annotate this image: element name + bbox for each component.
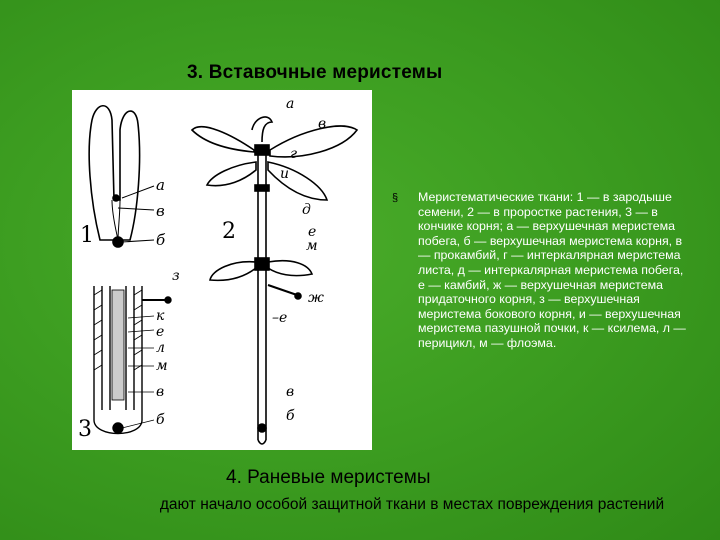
figure-2-label-m: м bbox=[306, 238, 318, 254]
figure-caption: Меристематические ткани: 1 — в зародыше семени, 2 — в проростке растения, 3 — в кончике корня; а — верхушечная меристема побега, б — верхушечная меристема корня, в — прокамбий, г — интеркалярная меристема листа, д — интеркалярная меристема побега, е — камбий, ж — верхушечная меристема придаточного корня, з — верхушечная меристема бокового корня, и — верхушечная меристема пазушной почки, к — ксилема, л — перицикл, м — флоэма. bbox=[418, 190, 686, 350]
figure-3-label-l: л bbox=[156, 340, 165, 356]
figure-2-label-e-lower: –е bbox=[272, 310, 288, 326]
meristem-illustration bbox=[72, 90, 372, 450]
figure-2-label-b: б bbox=[286, 408, 295, 424]
figure-2-label-g: г bbox=[290, 146, 298, 162]
figure-2-label-e: е bbox=[308, 224, 317, 240]
figure-3-label-m: м bbox=[156, 358, 168, 374]
bullet-marker: § bbox=[392, 192, 399, 204]
slide-title: 3. Вставочные меристемы bbox=[187, 62, 443, 83]
figure-2-label-d: д bbox=[302, 202, 311, 218]
figure-2-label-i: и bbox=[280, 166, 290, 182]
figure-3-label-b: б bbox=[156, 412, 165, 428]
figure-2-label-a: а bbox=[286, 96, 295, 112]
figure-2-seedling bbox=[192, 117, 357, 444]
figure-3-number: 3 bbox=[78, 417, 92, 442]
figure-1-embryo bbox=[89, 106, 154, 247]
section-body-text: дают начало особой защитной ткани в местах повреждения растений bbox=[159, 496, 665, 513]
figure-2-number: 2 bbox=[222, 219, 236, 244]
section-subtitle: 4. Раневые меристемы bbox=[226, 467, 431, 488]
figure-3-label-v: в bbox=[156, 384, 165, 400]
figure-3-label-z: з bbox=[172, 268, 180, 284]
figure-2-label-v: в bbox=[318, 116, 327, 132]
figure-2-label-zh: ж bbox=[308, 290, 324, 306]
figure-1-label-a: а bbox=[156, 176, 165, 194]
figure-3-label-e: е bbox=[156, 324, 165, 340]
figure-3-label-k: к bbox=[156, 308, 165, 324]
figure-1-label-b: б bbox=[156, 231, 166, 249]
figure-1-label-v: в bbox=[156, 202, 165, 220]
figure-1-number: 1 bbox=[80, 223, 94, 248]
figure-2-label-v-lower: в bbox=[286, 384, 295, 400]
